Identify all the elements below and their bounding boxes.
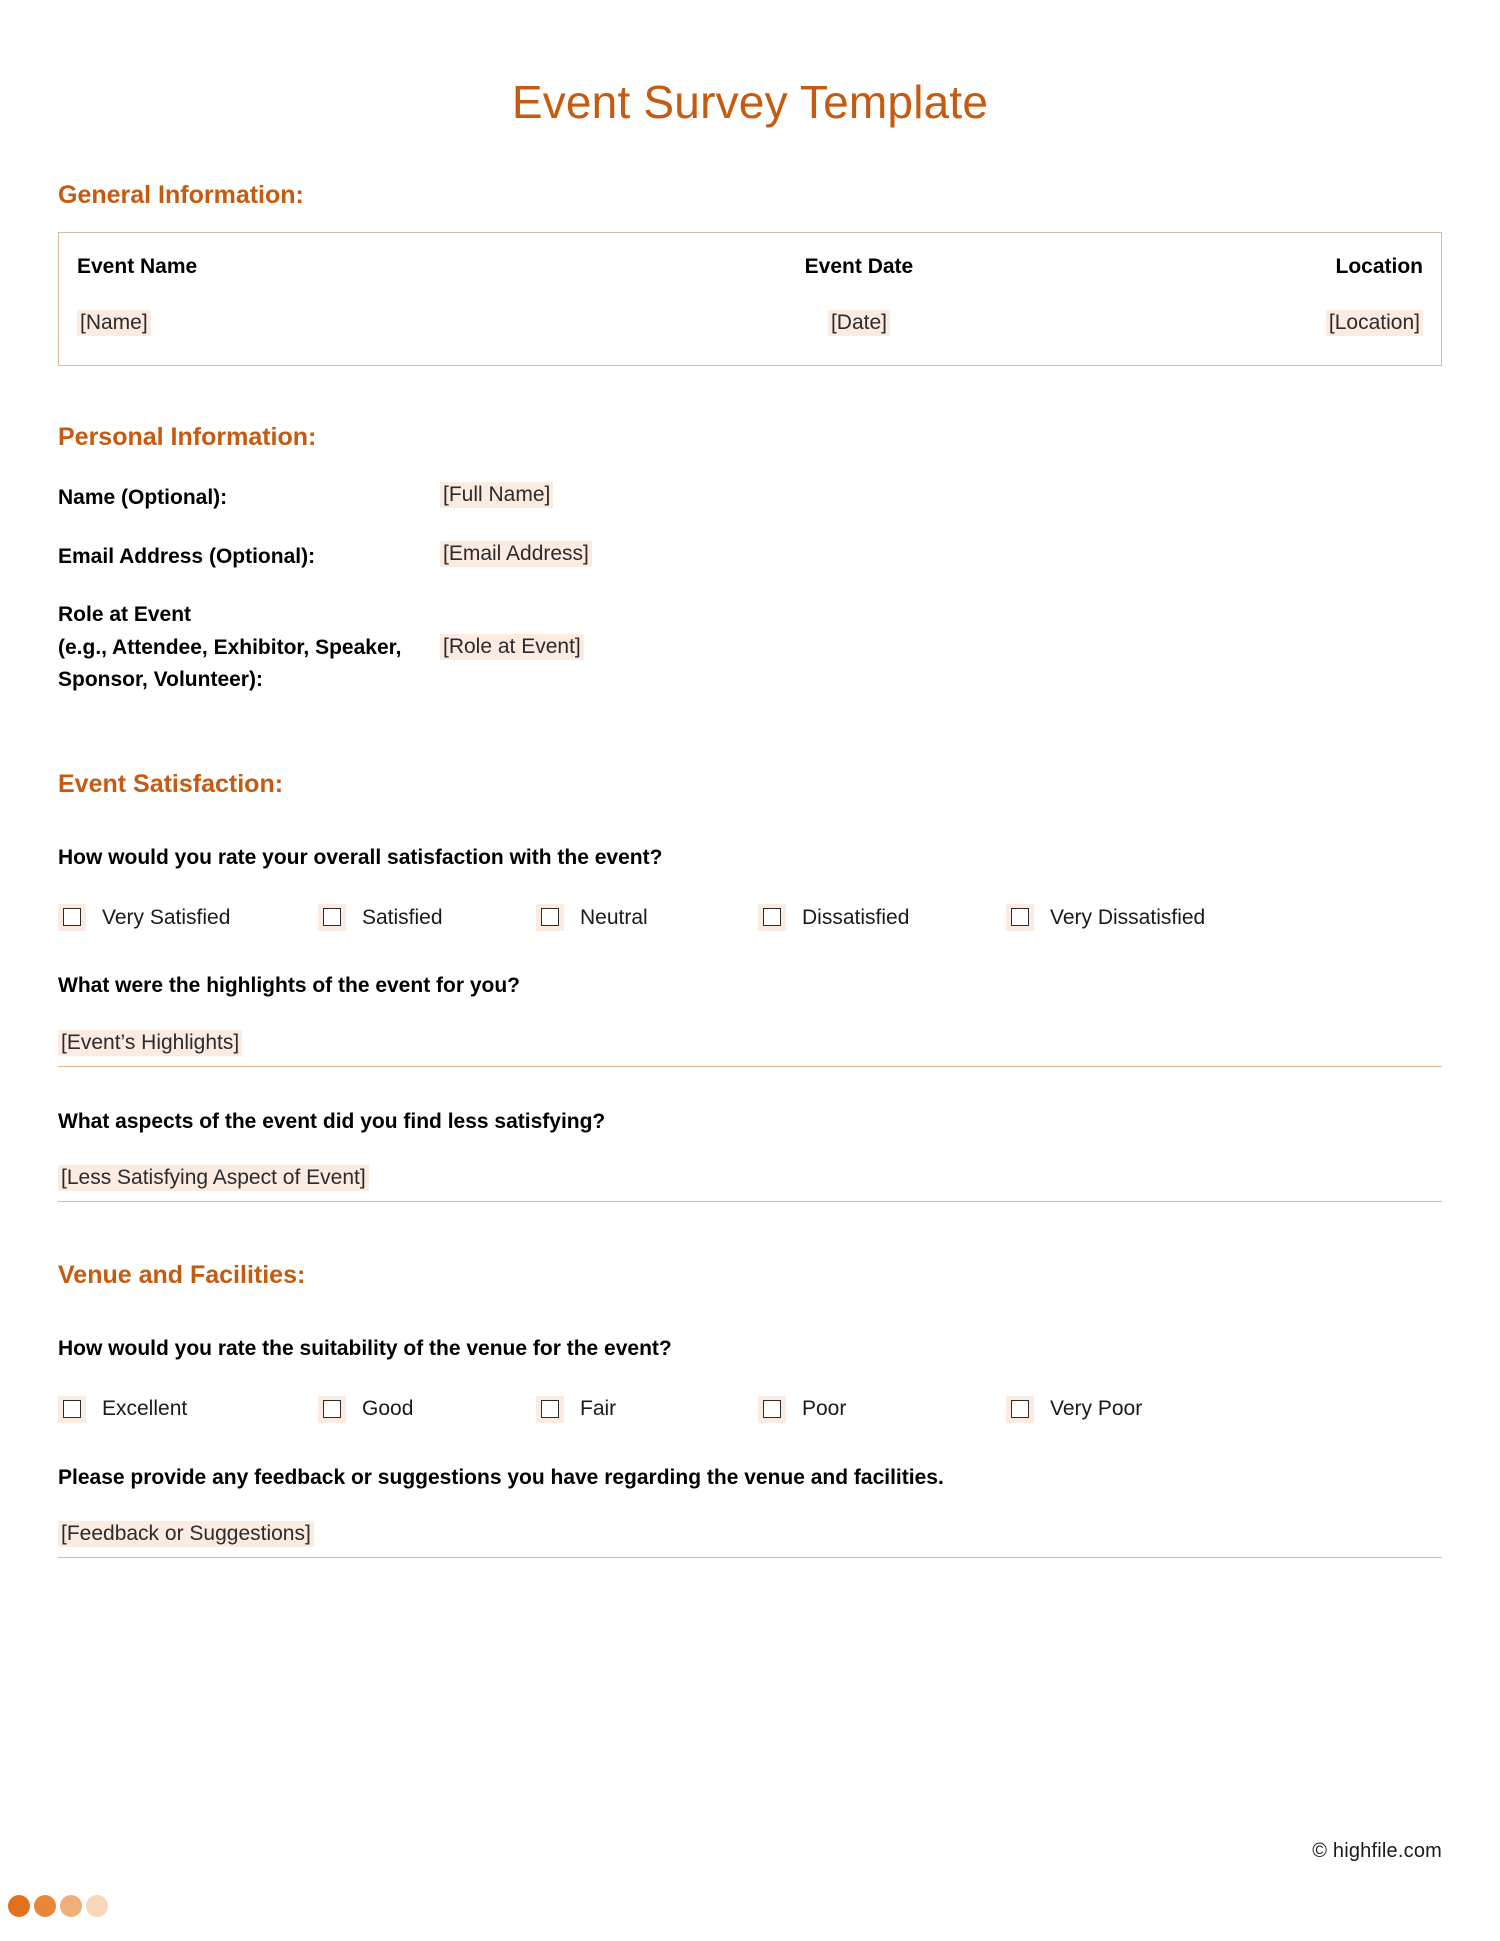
column-header-event-name: Event Name (77, 255, 198, 279)
answer-field-venue-feedback[interactable] (58, 1522, 1442, 1558)
option-label: Good (362, 1397, 414, 1421)
label-email: Email Address (Optional): (58, 544, 316, 568)
checkbox-dissatisfied-wrap (758, 904, 786, 931)
option-dissatisfied[interactable] (758, 904, 1006, 931)
section-heading-personal-information: Personal Information: (58, 423, 317, 452)
column-header-event-date: Event Date (804, 255, 914, 279)
field-name-input[interactable] (440, 482, 553, 507)
field-email-input[interactable] (440, 541, 592, 566)
option-label: Excellent (102, 1397, 188, 1421)
checkbox-icon[interactable] (1011, 908, 1029, 926)
option-good[interactable] (318, 1396, 536, 1423)
field-row-name (58, 482, 1442, 515)
checkbox-icon[interactable] (323, 908, 341, 926)
checkbox-satisfied-wrap (318, 904, 346, 931)
label-role (58, 599, 440, 697)
label-name: Name (Optional): (58, 486, 228, 510)
section-heading-general-information: General Information: (58, 181, 304, 210)
option-very-dissatisfied[interactable] (1006, 904, 1205, 931)
checkbox-poor-wrap (758, 1396, 786, 1423)
event-date-placeholder: [Date] (828, 310, 890, 336)
checkbox-icon[interactable] (763, 908, 781, 926)
options-row-venue-suitability (58, 1396, 1442, 1423)
general-information-table (58, 232, 1442, 366)
option-label: Poor (802, 1397, 847, 1421)
option-very-poor[interactable] (1006, 1396, 1142, 1423)
field-role-input[interactable] (440, 599, 584, 659)
section-heading-venue-and-facilities: Venue and Facilities: (58, 1261, 306, 1290)
option-label: Very Satisfied (102, 905, 231, 929)
checkbox-very-poor-wrap (1006, 1396, 1034, 1423)
dot-2 (34, 1895, 56, 1917)
option-label: Satisfied (362, 905, 443, 929)
option-fair[interactable] (536, 1396, 758, 1423)
role-placeholder: [Role at Event] (440, 634, 584, 660)
option-label: Very Dissatisfied (1050, 905, 1206, 929)
option-very-satisfied[interactable] (58, 904, 318, 931)
table-header-row (59, 233, 1442, 288)
checkbox-icon[interactable] (541, 908, 559, 926)
options-row-overall-satisfaction (58, 904, 1442, 931)
cell-event-name[interactable] (59, 287, 657, 366)
event-highlights-placeholder: [Event’s Highlights] (58, 1030, 242, 1056)
column-header-location: Location (1335, 255, 1423, 279)
section-heading-event-satisfaction: Event Satisfaction: (58, 770, 284, 799)
answer-field-event-highlights[interactable] (58, 1031, 1442, 1067)
question-event-highlights: What were the highlights of the event for you? (58, 974, 521, 998)
dot-3 (60, 1895, 82, 1917)
option-label: Dissatisfied (802, 905, 910, 929)
name-placeholder: [Full Name] (440, 482, 553, 508)
label-role-line-3: Sponsor, Volunteer): (58, 668, 263, 692)
copyright-notice: © highfile.com (1312, 1840, 1442, 1862)
question-venue-feedback: Please provide any feedback or suggestions you have regarding the venue and facilities. (58, 1465, 944, 1489)
field-row-role (58, 599, 1442, 697)
checkbox-fair-wrap (536, 1396, 564, 1423)
table-value-row (59, 287, 1442, 366)
email-placeholder: [Email Address] (440, 541, 592, 567)
checkbox-very-satisfied-wrap (58, 904, 86, 931)
less-satisfying-placeholder: [Less Satisfying Aspect of Event] (58, 1165, 369, 1191)
dot-4 (86, 1895, 108, 1917)
answer-field-less-satisfying[interactable] (58, 1166, 1442, 1202)
question-less-satisfying: What aspects of the event did you find less satisfying? (58, 1109, 606, 1133)
checkbox-icon[interactable] (63, 1400, 81, 1418)
cell-location[interactable] (1062, 287, 1442, 366)
question-overall-satisfaction: How would you rate your overall satisfaction with the event? (58, 846, 663, 870)
checkbox-neutral-wrap (536, 904, 564, 931)
option-label: Very Poor (1050, 1397, 1143, 1421)
field-row-email (58, 541, 1442, 574)
label-role-line-2: (e.g., Attendee, Exhibitor, Speaker, (58, 635, 402, 659)
decorative-dots (8, 1895, 112, 1917)
checkbox-icon[interactable] (323, 1400, 341, 1418)
location-placeholder: [Location] (1326, 310, 1423, 336)
event-name-placeholder: [Name] (77, 310, 151, 336)
option-neutral[interactable] (536, 904, 758, 931)
page-title: Event Survey Template (511, 76, 989, 128)
checkbox-icon[interactable] (763, 1400, 781, 1418)
checkbox-good-wrap (318, 1396, 346, 1423)
dot-1 (8, 1895, 30, 1917)
option-satisfied[interactable] (318, 904, 536, 931)
checkbox-icon[interactable] (1011, 1400, 1029, 1418)
option-label: Neutral (580, 905, 648, 929)
venue-feedback-placeholder: [Feedback or Suggestions] (58, 1521, 314, 1547)
checkbox-very-dissatisfied-wrap (1006, 904, 1034, 931)
option-label: Fair (580, 1397, 617, 1421)
cell-event-date[interactable] (656, 287, 1061, 366)
checkbox-excellent-wrap (58, 1396, 86, 1423)
option-poor[interactable] (758, 1396, 1006, 1423)
checkbox-icon[interactable] (63, 908, 81, 926)
question-venue-suitability: How would you rate the suitability of the venue for the event? (58, 1337, 672, 1361)
label-role-line-1: Role at Event (58, 603, 192, 627)
option-excellent[interactable] (58, 1396, 318, 1423)
checkbox-icon[interactable] (541, 1400, 559, 1418)
